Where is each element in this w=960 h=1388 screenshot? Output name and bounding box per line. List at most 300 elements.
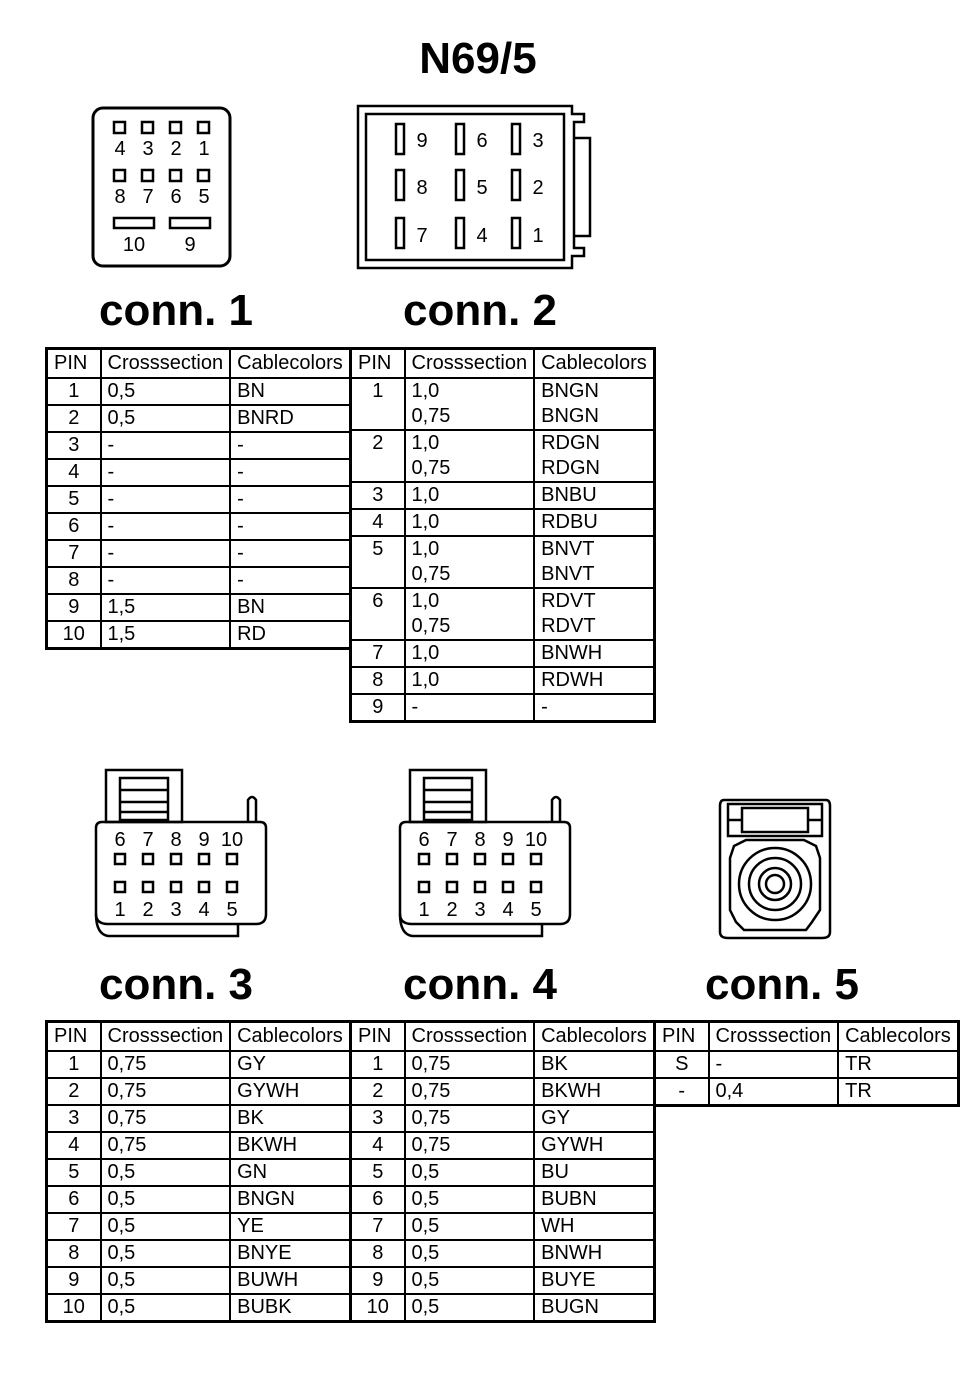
table-row [47,1051,351,1078]
cross-section-value: - [107,569,115,591]
cable-color-cell [230,1051,350,1078]
c1-pin-4: 4 [114,138,126,160]
cross-section-cell [405,1294,535,1322]
pin-cell: 7 [351,640,405,667]
c4-pin-6: 6 [418,829,430,851]
cross-section-value: 1,0 [411,642,440,664]
cross-section-cell [101,1078,231,1105]
cross-section-value: 1,0 [411,511,440,533]
connector-1-drawing [88,104,238,270]
cross-section-value: - [107,488,115,510]
cable-color-value: BK [541,1053,568,1075]
cable-color-cell [534,588,654,640]
cable-color-cell [230,432,350,459]
pin-cell: 10 [47,621,101,649]
c1-pin-10: 10 [122,234,146,256]
pin-cell: - [655,1078,709,1106]
header-cross-section [709,1022,839,1052]
cross-section-value: 0,75 [411,405,451,427]
conn-4-table [349,1020,656,1323]
cross-section-value: 0,5 [411,1269,440,1291]
header-cross-line1: Cross [411,1025,464,1047]
cable-color-value: - [237,515,244,537]
header-cable-colors [534,1022,654,1052]
header-cross-line2: section [463,352,528,374]
cable-color-cell [230,1186,350,1213]
pin-cell: 6 [47,513,101,540]
cross-section-cell [709,1078,839,1106]
table-row [351,1051,655,1078]
cable-color-value: BNWH [541,642,603,664]
c4-pin-5: 5 [530,899,542,921]
cable-color-cell [230,1213,350,1240]
cross-section-value: 1,0 [411,484,440,506]
table-row [351,482,655,509]
c2-pin-8: 8 [416,177,428,199]
c4-pin-10: 10 [524,829,548,851]
pin-cell: 7 [351,1213,405,1240]
table-row [47,1105,351,1132]
table-row [47,540,351,567]
header-cable-line2: colors [897,1025,951,1047]
cable-color-cell [230,486,350,513]
conn-1-table [45,347,352,650]
cross-section-cell [405,1051,535,1078]
cross-section-value: 0,75 [411,457,451,479]
cable-color-cell [230,1105,350,1132]
header-cable-line1: Cable [237,352,290,374]
cross-section-value: 0,75 [411,1134,451,1156]
cable-color-cell [838,1078,958,1106]
c1-pin-1: 1 [198,138,210,160]
cable-color-value: BN [237,380,265,402]
cable-color-value: BNVT [541,538,595,560]
cross-section-value: 0,5 [107,380,136,402]
pin-cell: 3 [351,1105,405,1132]
c4-pin-4: 4 [502,899,514,921]
cross-section-cell [405,1240,535,1267]
cross-section-value: 0,75 [411,1080,451,1102]
pin-cell: 1 [351,378,405,430]
cross-section-value: - [107,434,115,456]
table-row [47,459,351,486]
c1-pin-9: 9 [184,234,196,256]
pin-cell: 7 [47,540,101,567]
cross-section-value: 0,5 [107,1269,136,1291]
cross-section-value: 0,5 [107,407,136,429]
cross-section-cell [101,1132,231,1159]
cross-section-value: 1,5 [107,623,136,645]
header-cable-colors [230,1022,350,1052]
cable-color-value: GYWH [541,1134,604,1156]
table-row [47,1294,351,1322]
cable-color-cell [230,405,350,432]
table-row [47,1078,351,1105]
cross-section-value: 0,5 [411,1296,440,1318]
header-cross-line2: section [159,1025,224,1047]
pin-cell: 3 [47,1105,101,1132]
table-row [351,1078,655,1105]
c3-pin-4: 4 [198,899,210,921]
cable-color-cell [230,1132,350,1159]
table-row [351,1294,655,1322]
cross-section-cell [405,378,535,430]
conn-5-title: conn. 5 [704,960,860,1009]
table-row [351,1240,655,1267]
header-cross-line2: section [767,1025,832,1047]
cross-section-cell [405,509,535,536]
table-row [351,1213,655,1240]
pin-cell: 7 [47,1213,101,1240]
cross-section-cell [405,667,535,694]
c4-pin-2: 2 [446,899,458,921]
table-row [351,588,655,640]
cable-color-value: BKWH [237,1134,298,1156]
header-pin: PIN [47,1022,101,1052]
cable-color-value: BK [237,1107,264,1129]
header-pin: PIN [351,1022,405,1052]
table-row [47,378,351,405]
c3-pin-6: 6 [114,829,126,851]
pin-cell: 6 [47,1186,101,1213]
table-row [351,509,655,536]
table-row [47,513,351,540]
table-row [351,536,655,588]
cable-color-value: BNVT [541,563,595,585]
cable-color-value: BNWH [541,1242,603,1264]
cross-section-cell [101,594,231,621]
table-row [47,1132,351,1159]
cable-color-value: BUWH [237,1269,299,1291]
table-row [351,430,655,482]
c1-pin-6: 6 [170,186,182,208]
pin-cell: 8 [351,667,405,694]
cross-section-cell [405,694,535,722]
pin-cell: 4 [351,1132,405,1159]
cable-color-value: BUBN [541,1188,597,1210]
pin-cell: 5 [47,486,101,513]
header-cable-line1: Cable [541,1025,594,1047]
header-pin: PIN [47,349,101,379]
table-row [351,640,655,667]
c3-pin-7: 7 [142,829,154,851]
cross-section-value: 1,0 [411,538,440,560]
cable-color-value: BNRD [237,407,294,429]
c2-pin-1: 1 [532,225,544,247]
table-row [47,594,351,621]
table-row [351,694,655,722]
cross-section-cell [405,430,535,482]
cable-color-cell [230,459,350,486]
c1-pin-8: 8 [114,186,126,208]
header-pin: PIN [655,1022,709,1052]
c1-pin-5: 5 [198,186,210,208]
cross-section-cell [101,1267,231,1294]
cable-color-value: - [237,542,244,564]
cross-section-value: - [107,542,115,564]
cross-section-value: 0,5 [107,1242,136,1264]
table-row [47,432,351,459]
cable-color-value: GY [237,1053,267,1075]
pin-cell: 2 [351,430,405,482]
cross-section-cell [101,1213,231,1240]
header-cable-colors [838,1022,958,1052]
table-row [351,378,655,430]
pin-cell: 9 [47,594,101,621]
header-cross-line1: Cross [107,1025,160,1047]
cable-color-cell [534,1078,654,1105]
pin-cell: 2 [47,1078,101,1105]
cable-color-value: BU [541,1161,569,1183]
c4-pin-3: 3 [474,899,486,921]
pin-cell: 6 [351,1186,405,1213]
cable-color-cell [534,1267,654,1294]
cable-color-cell [534,509,654,536]
cable-color-value: BNGN [237,1188,295,1210]
cross-section-value: 0,5 [107,1161,136,1183]
cable-color-cell [230,1294,350,1322]
cable-color-value: BNBU [541,484,597,506]
header-cross-section [405,1022,535,1052]
cable-color-cell [230,567,350,594]
cable-color-value: BUGN [541,1296,599,1318]
c3-pin-1: 1 [114,899,126,921]
conn-3-table [45,1020,352,1323]
header-cross-line1: Cross [411,352,464,374]
conn-2-table [349,347,656,723]
pin-cell: 3 [351,482,405,509]
page-title: N69/5 [419,34,537,83]
cross-section-value: 0,75 [107,1053,147,1075]
pin-cell: 5 [47,1159,101,1186]
cross-section-cell [101,405,231,432]
cross-section-cell [101,1159,231,1186]
pin-cell: S [655,1051,709,1078]
cable-color-value: - [541,696,548,718]
pin-cell: 10 [47,1294,101,1322]
cable-color-cell [534,667,654,694]
cable-color-value: WH [541,1215,575,1237]
cable-color-cell [534,1240,654,1267]
cable-color-value: BN [237,596,265,618]
cable-color-value: BKWH [541,1080,602,1102]
header-cable-colors [230,349,350,379]
pin-cell: 3 [47,432,101,459]
cable-color-cell [534,430,654,482]
cross-section-value: 1,5 [107,596,136,618]
cable-color-value: BUBK [237,1296,292,1318]
pin-cell: 4 [47,1132,101,1159]
cable-color-value: - [237,461,244,483]
table-row [47,1267,351,1294]
connector-3-drawing [88,764,272,944]
cross-section-cell [101,1051,231,1078]
header-cross-line1: Cross [107,352,160,374]
cable-color-cell [534,482,654,509]
header-cable-line1: Cable [237,1025,290,1047]
cable-color-cell [534,694,654,722]
header-cross-line1: Cross [715,1025,768,1047]
cable-color-value: BNYE [237,1242,292,1264]
cross-section-value: - [411,696,419,718]
cross-section-cell [101,621,231,649]
cable-color-cell [534,1159,654,1186]
c2-pin-3: 3 [532,130,544,152]
table-row [351,1105,655,1132]
cross-section-value: 0,75 [411,1107,451,1129]
cross-section-cell [405,482,535,509]
header-cable-line1: Cable [541,352,594,374]
c1-pin-3: 3 [142,138,154,160]
pin-cell: 9 [351,1267,405,1294]
cross-section-value: 0,5 [107,1188,136,1210]
pin-cell: 5 [351,536,405,588]
cable-color-cell [534,1051,654,1078]
pin-cell: 2 [351,1078,405,1105]
cross-section-value: - [107,515,115,537]
header-pin: PIN [351,349,405,379]
table-row [351,1186,655,1213]
header-cross-section [101,1022,231,1052]
cross-section-cell [101,432,231,459]
cable-color-cell [534,536,654,588]
table-row [47,405,351,432]
pin-cell: 9 [351,694,405,722]
cable-color-cell [230,1159,350,1186]
cable-color-cell [230,1078,350,1105]
cable-color-value: RDVT [541,615,596,637]
cross-section-value: - [107,461,115,483]
c1-pin-7: 7 [142,186,154,208]
table-row [351,1267,655,1294]
cross-section-cell [405,1078,535,1105]
cable-color-cell [534,378,654,430]
c4-pin-9: 9 [502,829,514,851]
cross-section-value: 0,5 [411,1242,440,1264]
cross-section-cell [101,1240,231,1267]
cable-color-value: RDGN [541,432,600,454]
header-cable-line2: colors [289,1025,343,1047]
c2-pin-2: 2 [532,177,544,199]
table-row [47,621,351,649]
cable-color-cell [230,1240,350,1267]
cross-section-value: 0,5 [411,1215,440,1237]
cross-section-cell [405,1132,535,1159]
cross-section-cell [101,567,231,594]
conn-4-title: conn. 4 [402,960,558,1009]
c3-pin-8: 8 [170,829,182,851]
cross-section-cell [405,640,535,667]
c4-pin-7: 7 [446,829,458,851]
cross-section-cell [405,1159,535,1186]
cable-color-value: GY [541,1107,571,1129]
conn-3-title: conn. 3 [98,960,254,1009]
c1-pin-2: 2 [170,138,182,160]
c3-pin-5: 5 [226,899,238,921]
cross-section-value: 1,0 [411,590,440,612]
header-cross-section [101,349,231,379]
header-cable-line1: Cable [845,1025,898,1047]
cross-section-value: 0,75 [107,1107,147,1129]
connector-2-drawing [352,100,598,274]
cross-section-cell [405,1186,535,1213]
pin-cell: 1 [47,378,101,405]
cross-section-cell [101,540,231,567]
c4-pin-1: 1 [418,899,430,921]
pin-cell: 8 [47,1240,101,1267]
cable-color-value: TR [845,1080,872,1102]
cable-color-value: GYWH [237,1080,300,1102]
cross-section-cell [101,1294,231,1322]
cross-section-value: - [715,1053,723,1075]
cable-color-value: TR [845,1053,872,1075]
c4-pin-8: 8 [474,829,486,851]
header-cable-line2: colors [593,352,647,374]
pin-cell: 4 [47,459,101,486]
cross-section-cell [101,1105,231,1132]
cable-color-cell [534,1105,654,1132]
cross-section-cell [101,513,231,540]
header-cross-line2: section [159,352,224,374]
pin-cell: 9 [47,1267,101,1294]
connector-5-drawing [714,794,836,944]
cable-color-cell [230,1267,350,1294]
cable-color-value: BNGN [541,405,599,427]
cross-section-cell [709,1051,839,1078]
table-row [47,486,351,513]
pin-cell: 1 [351,1051,405,1078]
cable-color-cell [534,640,654,667]
cable-color-value: RDVT [541,590,596,612]
cross-section-cell [405,536,535,588]
cable-color-cell [838,1051,958,1078]
cross-section-value: 0,75 [411,563,451,585]
header-cable-line2: colors [289,352,343,374]
header-cable-line2: colors [593,1025,647,1047]
cross-section-cell [405,1213,535,1240]
table-row [47,567,351,594]
cable-color-cell [230,540,350,567]
cable-color-value: - [237,569,244,591]
cross-section-cell [101,1186,231,1213]
cable-color-cell [230,594,350,621]
cable-color-cell [230,621,350,649]
pin-cell: 4 [351,509,405,536]
c2-pin-5: 5 [476,177,488,199]
cable-color-value: GN [237,1161,268,1183]
cable-color-cell [534,1213,654,1240]
header-cable-colors [534,349,654,379]
cross-section-value: 0,5 [411,1188,440,1210]
conn-2-title: conn. 2 [402,286,558,335]
cable-color-cell [534,1132,654,1159]
cross-section-value: 1,0 [411,669,440,691]
cross-section-value: 1,0 [411,432,440,454]
cable-color-value: - [237,488,244,510]
cable-color-cell [534,1186,654,1213]
cable-color-value: YE [237,1215,264,1237]
cable-color-cell [230,513,350,540]
header-cross-line2: section [463,1025,528,1047]
table-row [47,1213,351,1240]
table-row [655,1078,959,1106]
header-cross-section [405,349,535,379]
cable-color-cell [534,1294,654,1322]
pin-cell: 1 [47,1051,101,1078]
c2-pin-9: 9 [416,130,428,152]
pin-cell: 6 [351,588,405,640]
c2-pin-7: 7 [416,225,428,247]
